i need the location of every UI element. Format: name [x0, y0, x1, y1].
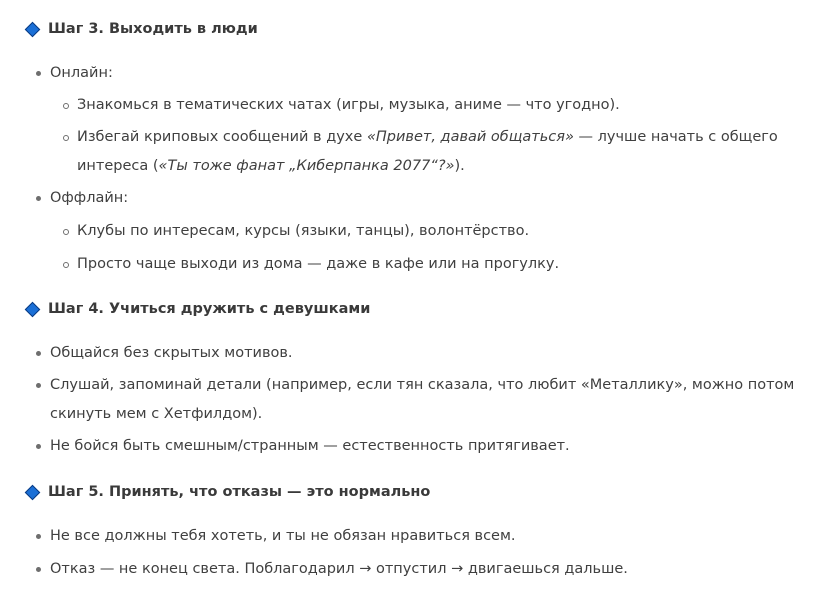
circle-bullet-icon: [63, 103, 69, 109]
circle-bullet-icon: [63, 135, 69, 141]
step-5-heading: [24, 484, 430, 500]
step-5-title: Шаг 5. Принять, что отказы — это нормально: [48, 484, 431, 500]
bullet-icon: [36, 383, 41, 388]
list-item-online: Онлайн:: [50, 59, 113, 88]
diamond-icon: [25, 21, 41, 37]
bullet-icon: [36, 196, 41, 201]
step-4-heading: [24, 301, 370, 317]
step-4-title: Шаг 4. Учиться дружить с девушками: [48, 301, 371, 317]
step-3-title: Шаг 3. Выходить в люди: [48, 21, 258, 37]
list-item: Слушай, запоминай детали (например, если тян сказала, что любит «Металлику», можно потом скинуть мем с Хетфилдом).: [50, 371, 794, 429]
list-item: Не бойся быть смешным/странным — естественность притягивает.: [50, 432, 570, 461]
list-item-offline-1: Клубы по интересам, курсы (языки, танцы), волонтёрство.: [77, 217, 529, 246]
list-item: Не все должны тебя хотеть, и ты не обязан нравиться всем.: [50, 522, 516, 551]
circle-bullet-icon: [63, 229, 69, 235]
step-3-heading: [24, 21, 258, 37]
bullet-icon: [36, 351, 41, 356]
list-item-online-2: Избегай криповых сообщений в духе «Привет, давай общаться» — лучше начать с общего интереса («Ты тоже фанат „Киберпанка 2077“?»).: [77, 123, 778, 181]
list-item-offline-2: Просто чаще выходи из дома — даже в кафе или на прогулку.: [77, 250, 559, 279]
diamond-icon: [25, 301, 41, 317]
bullet-icon: [36, 534, 41, 539]
bullet-icon: [36, 567, 41, 572]
bullet-icon: [36, 71, 41, 76]
list-item-online-1: Знакомься в тематических чатах (игры, музыка, аниме — что угодно).: [77, 91, 620, 120]
list-item-offline: Оффлайн:: [50, 184, 128, 213]
diamond-icon: [25, 484, 41, 500]
list-item: Общайся без скрытых мотивов.: [50, 339, 293, 368]
list-item: Отказ — не конец света. Поблагодарил → отпустил → двигаешься дальше.: [50, 555, 628, 584]
circle-bullet-icon: [63, 262, 69, 268]
bullet-icon: [36, 444, 41, 449]
